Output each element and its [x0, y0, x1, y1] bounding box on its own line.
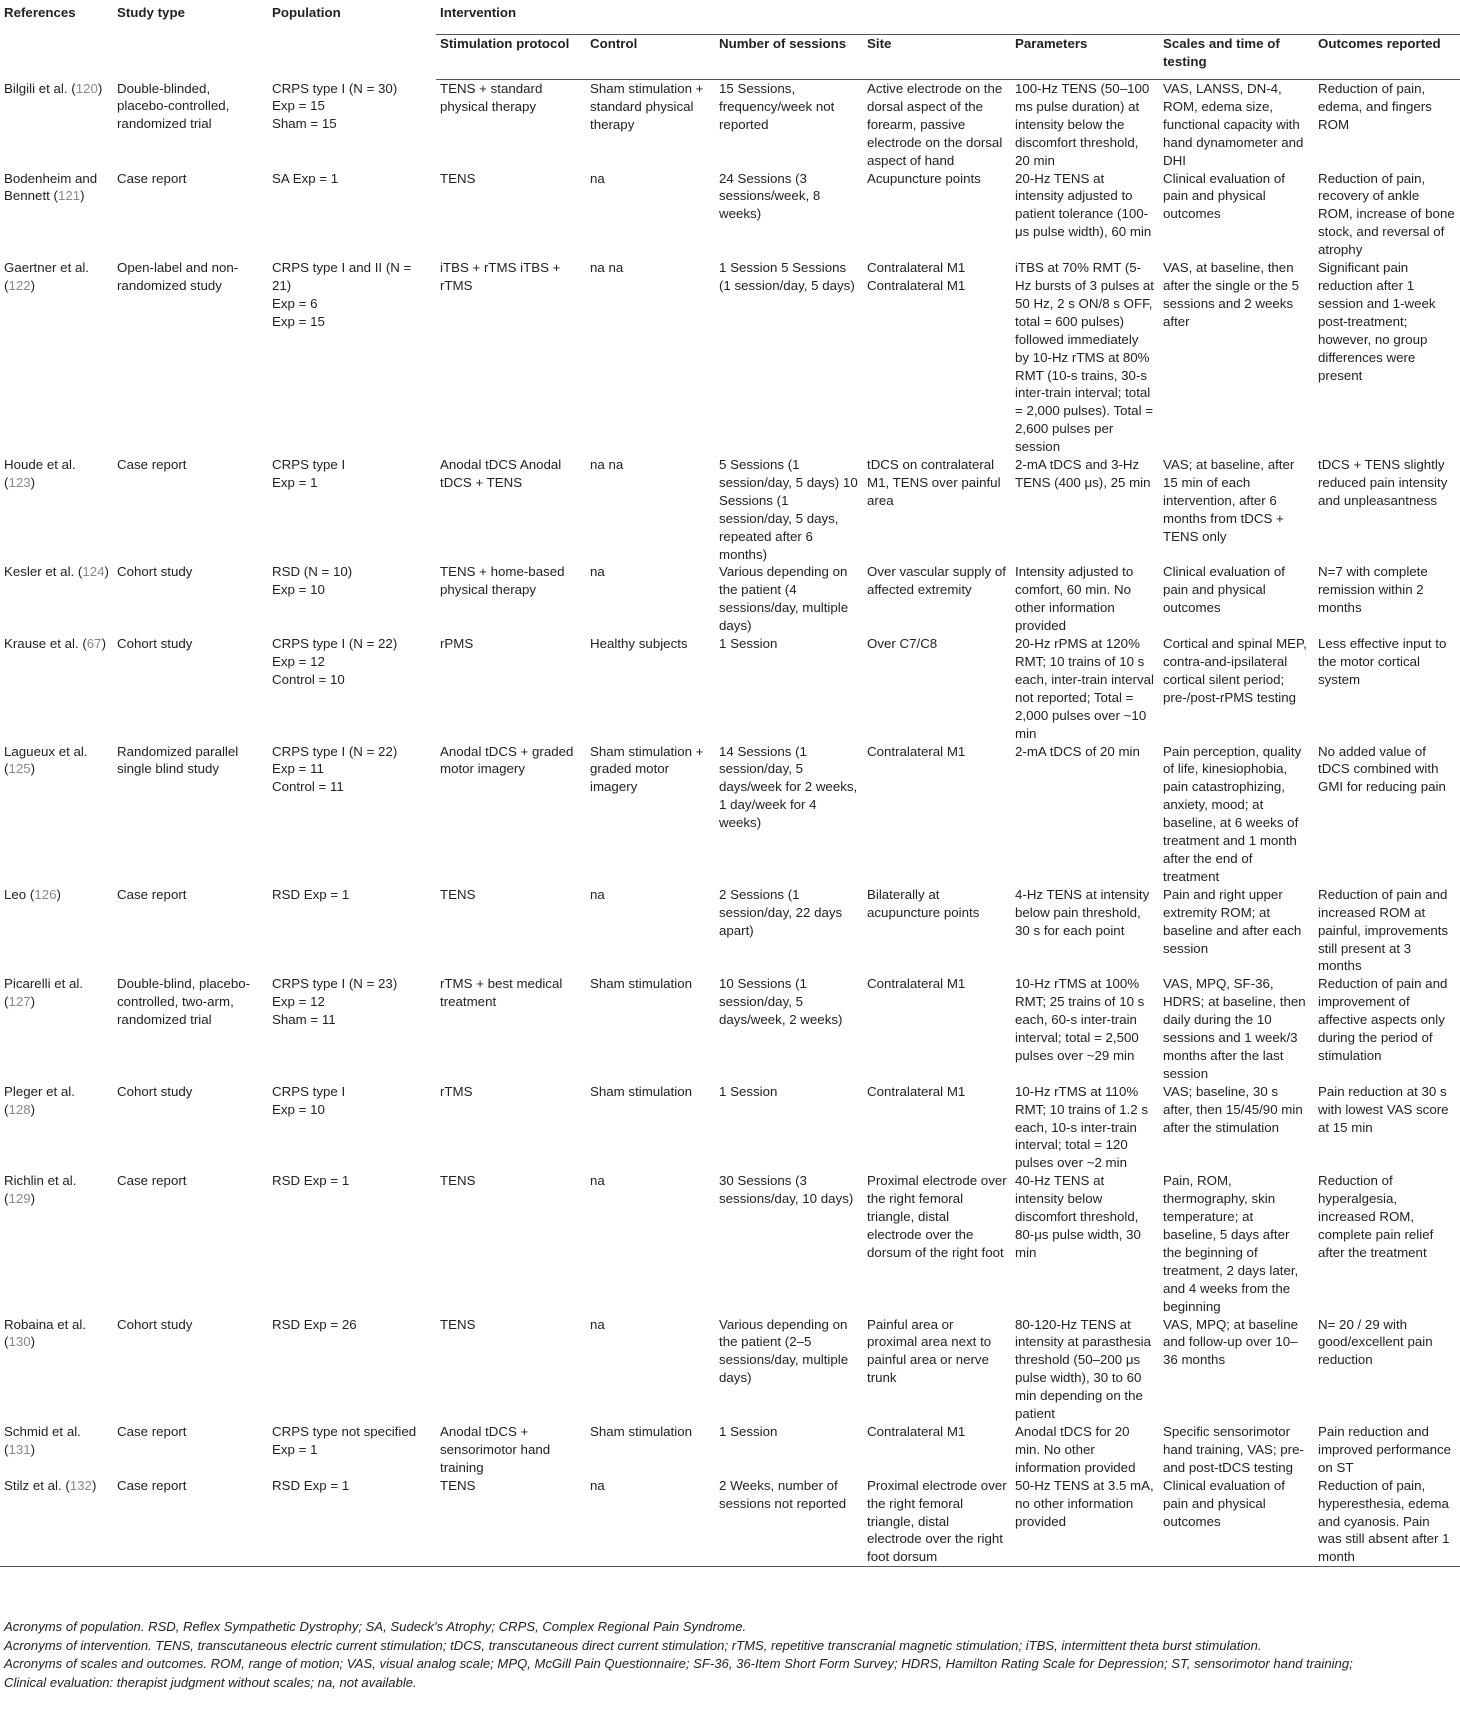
- site-cell: Contralateral M1: [867, 743, 966, 759]
- scales-cell: VAS, LANSS, DN-4, ROM, edema size, functional capacity with hand dynamometer and DHI: [1163, 81, 1304, 168]
- control-cell: na: [590, 1316, 605, 1332]
- reference-link[interactable]: 127: [8, 994, 31, 1010]
- parameters-cell: 40-Hz TENS at intensity below discomfort threshold, 80-μs pulse width, 30 min: [1015, 1173, 1141, 1260]
- reference-link[interactable]: 126: [34, 886, 57, 902]
- scales-cell: Clinical evaluation of pain and physical outcomes: [1163, 564, 1285, 616]
- parameters-cell: 10-Hz rTMS at 110% RMT; 10 trains of 1.2 s each, 10-s inter-train interval; total = 120 pulses over ~2 min: [1015, 1083, 1149, 1171]
- reference-link[interactable]: 123: [8, 474, 31, 490]
- reference-text: Krause et al. (: [4, 636, 87, 652]
- site-cell: Acupuncture points: [867, 170, 981, 186]
- population-cell: CRPS type I and II (N = 21) Exp = 6 Exp = 15: [272, 260, 412, 329]
- reference-link[interactable]: 124: [82, 564, 105, 580]
- reference-cell: [0, 563, 113, 635]
- population-cell: CRPS type I (N = 22) Exp = 11 Control = 11: [272, 743, 398, 795]
- reference-link[interactable]: 125: [8, 761, 31, 777]
- parameters-cell: 100-Hz TENS (50–100 ms pulse duration) at intensity below the discomfort threshold, 20 min: [1015, 81, 1150, 168]
- scales-cell: Pain, ROM, thermography, skin temperature; at baseline, 5 days after the beginning of treatment, 2 days later, and 4 weeks from the beginning: [1163, 1173, 1299, 1314]
- protocol-cell: Anodal tDCS + sensorimotor hand training: [440, 1423, 551, 1475]
- header-site: Site: [863, 35, 1011, 80]
- reference-cell: [0, 1083, 113, 1173]
- parameters-cell: 2-mA tDCS and 3-Hz TENS (400 μs), 25 min: [1015, 457, 1151, 490]
- sessions-cell: 1 Session: [719, 1083, 778, 1099]
- reference-close-paren: ): [80, 188, 85, 204]
- protocol-cell: TENS: [440, 170, 476, 186]
- outcomes-cell: Pain reduction at 30 s with lowest VAS score at 15 min: [1318, 1083, 1449, 1135]
- reference-link[interactable]: 132: [69, 1477, 92, 1493]
- control-cell: na: [590, 564, 605, 580]
- population-cell: CRPS type I (N = 30) Exp = 15 Sham = 15: [272, 80, 398, 132]
- table-row: [0, 743, 1460, 886]
- header-scales: Scales and time of testing: [1159, 35, 1314, 80]
- reference-link[interactable]: 67: [86, 636, 102, 652]
- outcomes-cell: Reduction of pain, recovery of ankle ROM, increase of bone stock, and reversal of atrophy: [1318, 170, 1455, 258]
- control-cell: na na: [590, 457, 624, 473]
- scales-cell: Clinical evaluation of pain and physical outcomes: [1163, 170, 1285, 222]
- sessions-cell: Various depending on the patient (2–5 sessions/day, multiple days): [719, 1316, 849, 1386]
- sessions-cell: Various depending on the patient (4 sessions/day, multiple days): [719, 564, 849, 634]
- parameters-cell: 2-mA tDCS of 20 min: [1015, 743, 1140, 759]
- parameters-cell: Anodal tDCS for 20 min. No other information provided: [1015, 1423, 1136, 1475]
- protocol-cell: TENS + home-based physical therapy: [440, 564, 565, 598]
- table-row: [0, 170, 1460, 260]
- header-outcomes: Outcomes reported: [1314, 35, 1460, 80]
- protocol-cell: TENS: [440, 886, 476, 902]
- study-type-cell: Cohort study: [117, 1316, 193, 1332]
- protocol-cell: rPMS: [440, 636, 474, 652]
- table-row: [0, 975, 1460, 1082]
- reference-close-paren: ): [104, 564, 109, 580]
- outcomes-cell: tDCS + TENS slightly reduced pain intensity and unpleasantness: [1318, 457, 1448, 508]
- site-cell: Contralateral M1: [867, 1083, 966, 1099]
- study-type-cell: Case report: [117, 457, 187, 473]
- sessions-cell: 30 Sessions (3 sessions/day, 10 days): [719, 1173, 854, 1207]
- header-intervention: Intervention: [436, 4, 1460, 35]
- outcomes-cell: Less effective input to the motor cortical system: [1318, 636, 1447, 687]
- table-row: [0, 1083, 1460, 1173]
- reference-close-paren: ): [30, 1191, 36, 1207]
- table-row: [0, 886, 1460, 976]
- site-cell: Contralateral M1 Contralateral M1: [867, 260, 966, 293]
- protocol-cell: TENS + standard physical therapy: [440, 81, 543, 114]
- footnote-population: Acronyms of population. RSD, Reflex Sympathetic Dystrophy; SA, Sudeck's Atrophy; CRPS, Complex Regional Pain Syndrome.: [4, 1619, 747, 1634]
- protocol-cell: rTMS + best medical treatment: [440, 976, 563, 1010]
- site-cell: Active electrode on the dorsal aspect of the forearm, passive electrode on the dorsal aspect of hand: [867, 81, 1003, 168]
- reference-cell: [0, 886, 113, 976]
- reference-text: Houde et al. (: [4, 457, 76, 490]
- header-control: Control: [586, 35, 715, 80]
- control-cell: na: [590, 886, 605, 902]
- scales-cell: Clinical evaluation of pain and physical outcomes: [1159, 1477, 1314, 1567]
- study-type-cell: Case report: [117, 886, 187, 902]
- study-type-cell: Case report: [117, 1173, 187, 1189]
- sessions-cell: 2 Weeks, number of sessions not reported: [715, 1477, 863, 1567]
- control-cell: na: [590, 170, 605, 186]
- scales-cell: Cortical and spinal MEP, contra-and-ipsilateral cortical silent period; pre-/post-rPMS testing: [1163, 636, 1307, 705]
- scales-cell: Specific sensorimotor hand training, VAS; pre- and post-tDCS testing: [1163, 1423, 1304, 1475]
- outcomes-cell: N=7 with complete remission within 2 months: [1318, 564, 1428, 616]
- study-type-cell: Case report: [117, 170, 187, 186]
- reference-text: Kesler et al. (: [4, 564, 83, 580]
- reference-cell: [0, 635, 113, 742]
- footnote-scales: Acronyms of scales and outcomes. ROM, range of motion; VAS, visual analog scale; MPQ, McGill Pain Questionnaire; SF-36, 36-Item Short Form Survey; HDRS, Hamilton Rating Scale for Depression; ST, sensorimotor hand training;: [4, 1656, 1353, 1672]
- reference-cell: [0, 1172, 113, 1315]
- reference-close-paren: ): [30, 1441, 36, 1457]
- studies-table: [0, 4, 1460, 1567]
- reference-close-paren: ): [97, 80, 103, 96]
- header-references: References: [4, 5, 76, 20]
- reference-text: Leo (: [4, 886, 35, 902]
- study-type-cell: Cohort study: [117, 1083, 193, 1099]
- parameters-cell: 4-Hz TENS at intensity below pain threshold, 30 s for each point: [1015, 886, 1150, 938]
- header-study-type: Study type: [117, 5, 185, 20]
- protocol-cell: Anodal tDCS Anodal tDCS + TENS: [440, 457, 562, 490]
- protocol-cell: TENS: [436, 1477, 586, 1567]
- outcomes-cell: Reduction of pain, hyperesthesia, edema and cyanosis. Pain was still absent after 1 month: [1314, 1477, 1460, 1567]
- outcomes-cell: Reduction of pain, edema, and fingers ROM: [1318, 81, 1432, 132]
- reference-text: Stilz et al. (: [4, 1477, 70, 1493]
- population-cell: CRPS type I Exp = 1: [272, 457, 346, 490]
- header-stimulation-protocol: Stimulation protocol: [436, 35, 586, 80]
- reference-text: Lagueux et al. (: [4, 743, 88, 777]
- table-row: [0, 1316, 1460, 1423]
- site-cell: Proximal electrode over the right femoral triangle, distal electrode over the dorsum of the right foot: [867, 1173, 1007, 1260]
- sessions-cell: 1 Session: [719, 1423, 778, 1439]
- site-cell: Contralateral M1: [867, 1423, 966, 1439]
- outcomes-cell: Significant pain reduction after 1 session and 1-week post-treatment; however, no group differences were present: [1318, 260, 1436, 383]
- outcomes-cell: Reduction of pain and improvement of affective aspects only during the period of stimulation: [1318, 976, 1448, 1063]
- study-type-cell: Case report: [113, 1477, 268, 1567]
- parameters-cell: 10-Hz rTMS at 100% RMT; 25 trains of 10 s each, 60-s inter-train interval; total = 2,500 pulses over ~29 min: [1015, 976, 1145, 1063]
- reference-cell: [0, 743, 113, 886]
- table-row: [0, 80, 1460, 170]
- control-cell: na na: [590, 260, 624, 276]
- control-cell: Sham stimulation + graded motor imagery: [590, 743, 704, 795]
- reference-link[interactable]: 128: [8, 1101, 31, 1117]
- reference-link[interactable]: 131: [8, 1441, 31, 1457]
- sessions-cell: 1 Session: [719, 636, 778, 652]
- reference-close-paren: ): [30, 1101, 36, 1117]
- protocol-cell: iTBS + rTMS iTBS + rTMS: [440, 260, 561, 293]
- reference-cell: [0, 456, 113, 563]
- outcomes-cell: Reduction of pain and increased ROM at painful, improvements still present at 3 months: [1318, 886, 1449, 974]
- reference-text: Schmid et al. (: [4, 1423, 81, 1457]
- site-cell: tDCS on contralateral M1, TENS over painful area: [867, 457, 1001, 508]
- sessions-cell: 2 Sessions (1 session/day, 22 days apart): [719, 886, 843, 938]
- reference-close-paren: ): [30, 994, 36, 1010]
- parameters-cell: Intensity adjusted to comfort, 60 min. No other information provided: [1015, 564, 1134, 634]
- outcomes-cell: No added value of tDCS combined with GMI for reducing pain: [1318, 743, 1446, 795]
- table-row: [0, 1423, 1460, 1477]
- reference-text: Bilgili et al. (: [4, 80, 76, 96]
- header-population: Population: [272, 5, 341, 20]
- protocol-cell: Anodal tDCS + graded motor imagery: [440, 743, 574, 777]
- population-cell: RSD Exp = 1: [272, 886, 350, 902]
- table-footnotes: [4, 1618, 1454, 1692]
- study-type-cell: Case report: [117, 1423, 187, 1439]
- table-row: [0, 563, 1460, 635]
- site-cell: Proximal electrode over the right femoral triangle, distal electrode over the right foot dorsum: [863, 1477, 1011, 1567]
- table-row: [0, 456, 1460, 563]
- footnote-clinical-evaluation: Clinical evaluation: therapist judgment without scales; na, not available.: [4, 1674, 417, 1690]
- site-cell: Over vascular supply of affected extremity: [867, 564, 1006, 598]
- reference-link[interactable]: 122: [8, 277, 31, 293]
- scales-cell: VAS, MPQ, SF-36, HDRS; at baseline, then daily during the 10 sessions and 1 week/3 months after the last session: [1163, 976, 1306, 1081]
- scales-cell: VAS, at baseline, then after the single or the 5 sessions and 2 weeks after: [1163, 260, 1300, 329]
- reference-cell: [0, 170, 113, 260]
- scales-cell: VAS, MPQ; at baseline and follow-up over 10–36 months: [1163, 1316, 1299, 1368]
- site-cell: Bilaterally at acupuncture points: [867, 886, 980, 920]
- population-cell: CRPS type I (N = 23) Exp = 12 Sham = 11: [272, 976, 398, 1028]
- site-cell: Contralateral M1: [867, 976, 966, 992]
- table-row: [0, 259, 1460, 456]
- reference-cell: [0, 1477, 113, 1567]
- reference-cell: [0, 259, 113, 456]
- reference-text: Bodenheim and Bennett (: [4, 170, 98, 204]
- table-row: [0, 635, 1460, 742]
- study-type-cell: Randomized parallel single blind study: [117, 743, 239, 777]
- scales-cell: Pain perception, quality of life, kinesiophobia, pain catastrophizing, anxiety, mood; at baseline, at 6 weeks of treatment and 1 month after the end of treatment: [1163, 743, 1302, 884]
- study-type-cell: Double-blinded, placebo-controlled, randomized trial: [117, 80, 230, 132]
- control-cell: Sham stimulation: [590, 1423, 692, 1439]
- sessions-cell: 5 Sessions (1 session/day, 5 days) 10 Sessions (1 session/day, 5 days, repeated after 6 months): [719, 457, 858, 562]
- population-cell: SA Exp = 1: [272, 170, 339, 186]
- header-parameters: Parameters: [1011, 35, 1159, 80]
- population-cell: RSD Exp = 1: [268, 1477, 436, 1567]
- outcomes-cell: Pain reduction and improved performance on ST: [1318, 1423, 1452, 1475]
- control-cell: Sham stimulation: [590, 976, 692, 992]
- scales-cell: VAS; at baseline, after 15 min of each intervention, after 6 months from tDCS + TENS only: [1163, 457, 1295, 544]
- reference-text: Richlin et al. (: [4, 1173, 77, 1207]
- site-cell: Painful area or proximal area next to painful area or nerve trunk: [867, 1316, 992, 1386]
- footnote-intervention: Acronyms of intervention. TENS, transcutaneous electric current stimulation; tDCS, transcutaneous direct current stimulation; rTMS, repetitive transcranial magnetic stimulation; iTBS, intermittent theta burst stimulation.: [4, 1637, 1262, 1653]
- site-cell: Over C7/C8: [867, 636, 938, 652]
- population-cell: CRPS type not specified Exp = 1: [272, 1423, 417, 1457]
- sessions-cell: 24 Sessions (3 sessions/week, 8 weeks): [719, 170, 821, 222]
- reference-close-paren: ): [30, 277, 36, 293]
- reference-close-paren: ): [56, 886, 61, 902]
- outcomes-cell: Reduction of hyperalgesia, increased ROM, complete pain relief after the treatment: [1318, 1173, 1434, 1260]
- reference-link[interactable]: 120: [75, 80, 98, 96]
- reference-text: Pleger et al. (: [4, 1083, 75, 1117]
- control-cell: na: [590, 1173, 605, 1189]
- parameters-cell: 50-Hz TENS at 3.5 mA, no other information provided: [1011, 1477, 1159, 1567]
- reference-close-paren: ): [30, 761, 36, 777]
- study-type-cell: Cohort study: [117, 564, 193, 580]
- header-number-of-sessions: Number of sessions: [715, 35, 863, 80]
- reference-link[interactable]: 121: [57, 188, 81, 204]
- control-cell: na: [586, 1477, 715, 1567]
- protocol-cell: TENS: [440, 1316, 476, 1332]
- population-cell: RSD Exp = 1: [272, 1173, 350, 1189]
- reference-close-paren: ): [30, 1334, 36, 1350]
- reference-cell: [0, 80, 113, 170]
- reference-close-paren: ): [30, 474, 36, 490]
- study-type-cell: Double-blind, placebo-controlled, two-arm, randomized trial: [117, 976, 251, 1028]
- protocol-cell: rTMS: [440, 1083, 473, 1099]
- outcomes-cell: N= 20 / 29 with good/excellent pain reduction: [1318, 1316, 1433, 1368]
- parameters-cell: 80-120-Hz TENS at intensity at parasthesia threshold (50–200 μs pulse width), 30 to 60 min depending on the patient: [1015, 1316, 1152, 1422]
- population-cell: RSD (N = 10) Exp = 10: [272, 564, 353, 598]
- protocol-cell: TENS: [440, 1173, 476, 1189]
- parameters-cell: 20-Hz TENS at intensity adjusted to patient tolerance (100-μs pulse width), 60 min: [1015, 170, 1152, 240]
- reference-cell: [0, 1316, 113, 1423]
- reference-text: Robaina et al. (: [4, 1316, 87, 1350]
- table-row: [0, 1172, 1460, 1315]
- sessions-cell: 14 Sessions (1 session/day, 5 days/week for 2 weeks, 1 day/week for 4 weeks): [719, 743, 858, 831]
- population-cell: CRPS type I Exp = 10: [272, 1083, 346, 1117]
- study-type-cell: Open-label and non-randomized study: [117, 260, 239, 293]
- reference-link[interactable]: 130: [8, 1334, 31, 1350]
- population-cell: RSD Exp = 26: [272, 1316, 357, 1332]
- study-type-cell: Cohort study: [117, 636, 193, 652]
- control-cell: Sham stimulation + standard physical therapy: [590, 81, 704, 132]
- parameters-cell: iTBS at 70% RMT (5-Hz bursts of 3 pulses at 50 Hz, 2 s ON/8 s OFF, total = 600 pulses) followed immediately by 10-Hz rTMS at 80% RMT (10-s trains, 30-s inter-train interval; total = 2,000 pulses). Total = 2,600 pulses per session: [1015, 260, 1154, 455]
- table-body: [0, 80, 1460, 1567]
- reference-link[interactable]: 129: [8, 1191, 31, 1207]
- table-row: [0, 1477, 1460, 1567]
- reference-text: Gaertner et al. (: [4, 260, 89, 293]
- scales-cell: VAS; baseline, 30 s after, then 15/45/90 min after the stimulation: [1163, 1083, 1303, 1135]
- reference-cell: [0, 975, 113, 1082]
- parameters-cell: 20-Hz rPMS at 120% RMT; 10 trains of 10 s each, inter-train interval not reported; Total = 2,000 pulses over ~10 min: [1015, 636, 1154, 741]
- population-cell: CRPS type I (N = 22) Exp = 12 Control = 10: [272, 636, 398, 687]
- reference-close-paren: ): [91, 1477, 97, 1493]
- sessions-cell: 10 Sessions (1 session/day, 5 days/week, 2 weeks): [719, 976, 843, 1028]
- reference-close-paren: ): [101, 636, 107, 652]
- scales-cell: Pain and right upper extremity ROM; at baseline and after each session: [1163, 886, 1302, 956]
- reference-text: Picarelli et al. (: [4, 976, 84, 1010]
- sessions-cell: 15 Sessions, frequency/week not reported: [719, 81, 835, 132]
- control-cell: Sham stimulation: [590, 1083, 692, 1099]
- reference-cell: [0, 1423, 113, 1477]
- control-cell: Healthy subjects: [590, 636, 688, 652]
- sessions-cell: 1 Session 5 Sessions (1 session/day, 5 days): [719, 260, 855, 293]
